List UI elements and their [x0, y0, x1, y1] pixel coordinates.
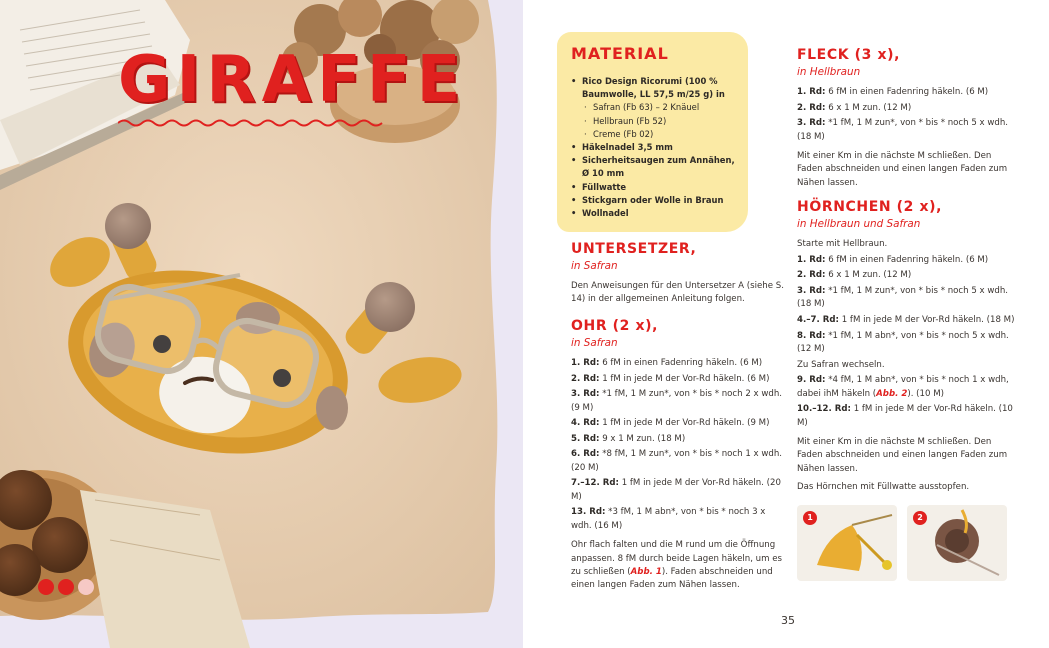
step-text: 9 x 1 M zun. (18 M) — [602, 433, 686, 444]
material-box — [557, 32, 748, 232]
step-text: 6 fM in einen Fadenring häkeln. (6 M) — [828, 87, 989, 97]
step-number: 4. Rd: — [571, 418, 600, 429]
hoernchen-subheading: in Hellbraun und Safran — [797, 218, 921, 231]
step-number: 7.–12. Rd: — [571, 478, 619, 489]
ohr-step — [571, 357, 786, 370]
material-item: • Häkelnadel 3,5 mm — [571, 141, 741, 154]
page-title: GIRAFFE — [118, 43, 467, 117]
step-number: 9. Rd: — [797, 375, 826, 386]
ohr-closing-part: ). Faden abschneiden und einen langen Faden zum Nähen lassen. — [571, 567, 773, 591]
step-number: 3. Rd: — [797, 286, 826, 296]
fleck-step — [797, 86, 1019, 99]
step-number: 2. Rd: — [797, 102, 826, 113]
photo-page — [0, 0, 523, 648]
step-text: 6 fM in einen Fadenring häkeln. (6 M) — [602, 358, 763, 368]
step-text: ). (10 M) — [907, 388, 944, 399]
pattern-page — [523, 0, 1049, 648]
figure-reference-1: Abb. 1 — [630, 567, 662, 577]
figure-2-photo — [907, 505, 1007, 581]
step-text: *1 fM, 1 M zun*, von * bis * noch 5 x wdh. (18 M) — [797, 286, 1009, 310]
step-number: 6. Rd: — [571, 449, 600, 460]
step-number: 8. Rd: — [797, 330, 826, 341]
figure-row — [797, 505, 1012, 581]
right-column — [797, 46, 1019, 495]
step-number: 5. Rd: — [571, 433, 600, 444]
hoernchen-step — [797, 403, 1019, 430]
step-text: *3 fM, 1 M abn*, von * bis * noch 3 x wdh. (16 M) — [571, 507, 766, 531]
step-number: 1. Rd: — [571, 358, 600, 368]
step-number: 4.–7. Rd: — [797, 315, 839, 325]
ohr-step — [571, 417, 786, 430]
step-text: *1 fM, 1 M abn*, von * bis * noch 5 x wdh. (12 M) — [797, 330, 1009, 354]
material-subitem: · Creme (Fb 02) — [571, 128, 741, 141]
figure-reference-2: Abb. 2 — [876, 388, 908, 399]
step-number: 3. Rd: — [797, 118, 826, 129]
fleck-closing-text: Mit einer Km in die nächste M schließen. Den Faden abschneiden und einen langen Faden zum Nähen lassen. — [797, 151, 1008, 188]
hoernchen-intro: Starte mit Hellbraun. — [797, 239, 888, 250]
step-text: 1 fM in jede M der Vor-Rd häkeln. (9 M) — [602, 418, 770, 429]
hoernchen-heading: HÖRNCHEN (2 x), — [797, 199, 943, 216]
ohr-step — [571, 388, 786, 415]
step-number: 10.–12. Rd: — [797, 404, 851, 415]
step-number: 2. Rd: — [571, 373, 600, 384]
hoernchen-step — [797, 314, 1019, 327]
figure-badge: 1 — [803, 511, 817, 525]
ohr-step — [571, 506, 786, 533]
material-heading: MATERIAL — [571, 44, 669, 63]
step-number: 3. Rd: — [571, 389, 600, 400]
dot-filled — [38, 579, 54, 595]
step-text: *1 fM, 1 M zun*, von * bis * noch 5 x wdh. (18 M) — [797, 118, 1009, 142]
step-text: 1 fM in jede M der Vor-Rd häkeln. (18 M) — [841, 315, 1015, 325]
material-list — [571, 75, 741, 220]
ohr-closing-part: Ohr flach falten und die M rund um die Öffnung anpassen. 8 fM durch beide Lagen häkeln, um es zu schließen ( — [571, 540, 782, 577]
fleck-subheading: in Hellbraun — [797, 66, 861, 78]
material-item: • Stickgarn oder Wolle in Braun — [571, 194, 741, 207]
step-text: 6 x 1 M zun. (12 M) — [828, 102, 912, 113]
dot-light — [78, 579, 94, 595]
step-text: 1 fM in jede M der Vor-Rd häkeln. (10 M) — [797, 404, 1013, 428]
page-number: 35 — [781, 614, 795, 627]
untersetzer-subheading: in Safran — [571, 260, 618, 272]
ohr-subheading: in Safran — [571, 337, 618, 349]
fleck-step — [797, 117, 1019, 144]
hoernchen-closing-text: Mit einer Km in die nächste M schließen. Den Faden abschneiden und einen langen Faden zum Nähen lassen. — [797, 437, 1008, 474]
step-number: 1. Rd: — [797, 87, 826, 97]
left-column — [571, 240, 786, 593]
step-text: *4 fM, 1 M abn*, von * bis * noch 1 x wdh, dabei ihM häkeln ( — [797, 375, 1009, 399]
fleck-heading: FLECK (3 x), — [797, 47, 901, 63]
untersetzer-text: Den Anweisungen für den Untersetzer A (siehe S. 14) in der allgemeinen Anleitung folgen. — [571, 281, 784, 305]
ohr-step — [571, 373, 786, 386]
hoernchen-step — [797, 330, 1019, 357]
step-number: 2. Rd: — [797, 270, 826, 281]
step-text: 1 fM in jede M der Vor-Rd häkeln. (6 M) — [602, 373, 770, 384]
step-text: *8 fM, 1 M zun*, von * bis * noch 1 x wdh. (20 M) — [571, 449, 783, 473]
hoernchen-stuff-text: Das Hörnchen mit Füllwatte ausstopfen. — [797, 482, 970, 493]
page-dots — [38, 579, 94, 595]
material-item: • Füllwatte — [571, 181, 741, 194]
step-text: 6 fM in einen Fadenring häkeln. (6 M) — [828, 254, 989, 265]
material-item: • Wollnadel — [571, 207, 741, 220]
dot-filled — [58, 579, 74, 595]
title-underline-wave — [118, 118, 386, 128]
hoernchen-switch-text: Zu Safran wechseln. — [797, 359, 885, 370]
step-number: 1. Rd: — [797, 254, 826, 265]
hoernchen-step — [797, 269, 1019, 282]
untersetzer-heading: UNTERSETZER, — [571, 241, 697, 257]
material-item: • Rico Design Ricorumi (100 % Baumwolle, LL 57,5 m/25 g) in — [571, 75, 741, 101]
step-number: 13. Rd: — [571, 507, 606, 518]
ohr-closing-text — [571, 539, 786, 593]
ohr-step — [571, 433, 786, 446]
material-item: • Sicherheitsaugen zum Annähen, Ø 10 mm — [571, 154, 741, 180]
ohr-step — [571, 448, 786, 475]
ohr-heading: OHR (2 x), — [571, 318, 659, 334]
ohr-step — [571, 477, 786, 504]
material-subitem: · Hellbraun (Fb 52) — [571, 115, 741, 128]
hoernchen-step — [797, 374, 1019, 401]
hoernchen-step — [797, 285, 1019, 312]
figure-1-photo — [797, 505, 897, 581]
material-subitem: · Safran (Fb 63) – 2 Knäuel — [571, 101, 741, 114]
step-text: *1 fM, 1 M zun*, von * bis * noch 2 x wdh. (9 M) — [571, 389, 783, 413]
fleck-step — [797, 102, 1019, 115]
step-text: 6 x 1 M zun. (12 M) — [828, 270, 912, 281]
hoernchen-step — [797, 254, 1019, 267]
step-text: 1 fM in jede M der Vor-Rd häkeln. (20 M) — [571, 478, 781, 502]
figure-badge: 2 — [913, 511, 927, 525]
